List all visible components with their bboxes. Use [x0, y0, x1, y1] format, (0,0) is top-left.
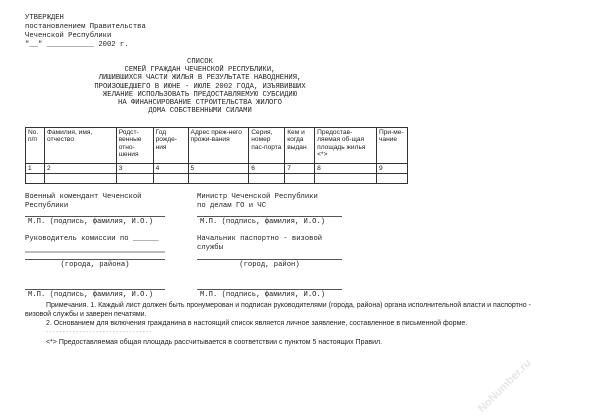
number-cell: 8 — [315, 164, 377, 174]
header-cell: При-ме-чание — [376, 128, 407, 164]
number-cell: 9 — [376, 164, 407, 174]
footnote: <*> Предоставляемая общая площадь рассчитывается в соответствии с пунктом 5 настоящих Правил. — [46, 339, 383, 346]
signer-commission-head: Руководитель комиссии по ______ — [25, 235, 159, 243]
title-line: СЕМЕЙ ГРАЖДАН ЧЕЧЕНСКОЙ РЕСПУБЛИКИ, — [124, 66, 276, 75]
header-cell: Серия, номер пас-порта — [249, 128, 285, 164]
signature-line — [197, 289, 342, 290]
number-cell: 4 — [153, 164, 188, 174]
title-line: СПИСОК — [187, 58, 213, 66]
number-cell: 7 — [285, 164, 315, 174]
city-caption: (города, района) — [60, 261, 130, 269]
mp-caption: М.П. (подпись, фамилия, И.О.) — [200, 218, 326, 226]
signature-line — [25, 251, 165, 253]
number-row — [26, 164, 408, 174]
note-2: 2. Основанием для включения гражданина в настоящий список является личное заявление, составленное в письменной форме. — [46, 320, 468, 327]
header-cell: Год рожде-ния — [153, 128, 188, 164]
city-caption: (город, район) — [239, 261, 300, 269]
title-line: ДОМА СОБСТВЕННЫМИ СИЛАМИ — [148, 107, 252, 116]
number-cell: 1 — [26, 164, 45, 174]
header-row — [26, 128, 408, 164]
signature-line — [25, 216, 165, 217]
number-cell: 3 — [116, 164, 153, 174]
signature-line — [25, 259, 165, 260]
signer-passport-service-head: Начальник паспортно - визовой службы — [197, 235, 323, 252]
signer-minister: Министр Чеченской Республики по делам ГО и ЧС — [197, 193, 318, 210]
note-1: Примечания. 1. Каждый лист должен быть пронумерован и подписан руководителями (города, района) органа исполнительной власти и паспортно - — [46, 302, 531, 309]
signature-line — [197, 259, 342, 260]
number-cell: 6 — [249, 164, 285, 174]
mp-caption: М.П. (подпись, фамилия, И.О.) — [200, 291, 326, 299]
number-cell: 5 — [188, 164, 249, 174]
empty-row — [26, 174, 408, 184]
signature-line — [197, 216, 342, 217]
mp-caption: М.П. (подпись, фамилия, И.О.) — [28, 291, 154, 299]
number-cell: 2 — [44, 164, 116, 174]
title-line: ЖЕЛАНИЕ ИСПОЛЬЗОВАТЬ ПРЕДОСТАВЛЯЕМУЮ СУБСИДИЮ — [102, 90, 298, 99]
header-cell: No. п/п — [26, 128, 45, 164]
header-cell: Кем и когда выдан — [285, 128, 315, 164]
title-line: ПРОИЗОШЕДШЕГО В ИЮНЕ - ИЮЛЕ 2002 ГОДА, ИЗЪЯВИВШИХ — [94, 82, 306, 91]
approval-date: "__" ___________ 2002 г. — [25, 41, 129, 49]
families-table — [25, 127, 408, 184]
approval-line: УТВЕРЖДЕН — [25, 14, 64, 22]
document-title — [60, 58, 340, 115]
approval-line: Чеченской Республики — [25, 32, 112, 40]
title-line: ЛИШИВШИХСЯ ЧАСТИ ЖИЛЬЯ В РЕЗУЛЬТАТЕ НАВОДНЕНИЯ, — [98, 74, 302, 83]
separator: -------------------------------- — [46, 329, 153, 336]
header-cell: Родст-венные отно-шения — [116, 128, 153, 164]
note-1-cont: визовой службы и заверен печатями. — [25, 311, 147, 318]
watermark: NoNumber.ru — [475, 357, 534, 415]
approval-stamp — [25, 14, 146, 50]
header-cell: Адрес преж-него прожи-вания — [188, 128, 249, 164]
approval-line: постановлением Правительства — [25, 23, 146, 31]
signer-military-commandant: Военный комендант Чеченской Республики — [25, 193, 142, 210]
title-line: НА ФИНАНСИРОВАНИЕ СТРОИТЕЛЬСТВА ЖИЛОГО — [118, 99, 282, 108]
signature-line — [25, 289, 165, 290]
header-cell: Фамилия, имя, отчество — [44, 128, 116, 164]
header-cell: Предостав-ляемая об-щая площадь жилья <*> — [315, 128, 377, 164]
mp-caption: М.П. (подпись, фамилия, И.О.) — [28, 218, 154, 226]
